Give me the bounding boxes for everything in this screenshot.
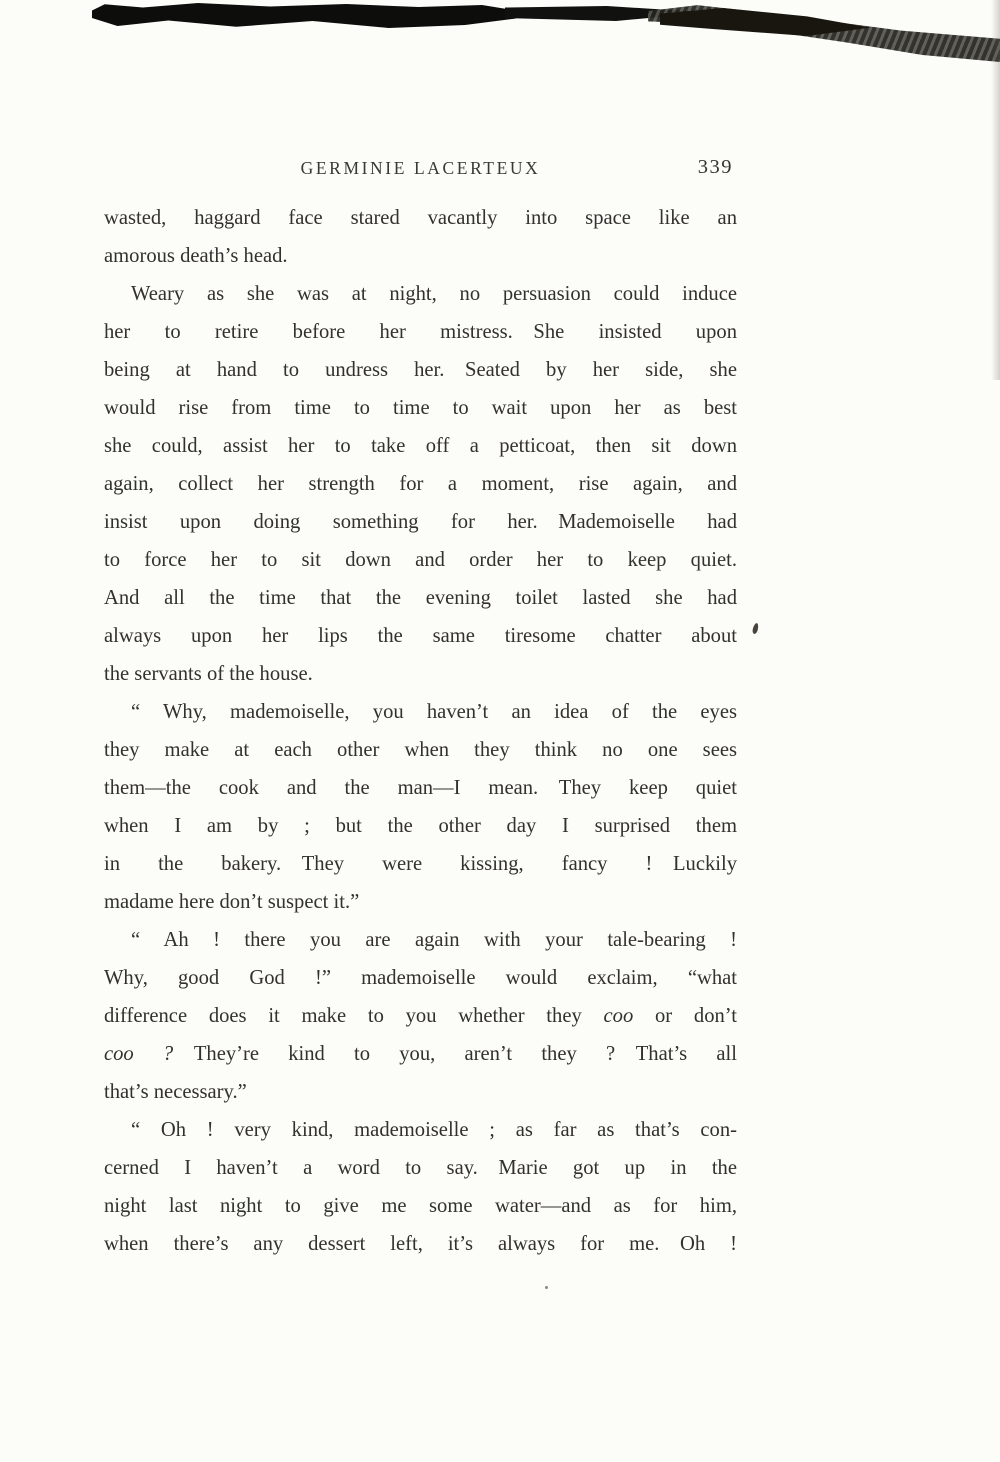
text-segment: Why, good God !” mademoiselle would exclaim, “what bbox=[104, 967, 737, 989]
text-line bbox=[104, 237, 737, 275]
text-line bbox=[104, 541, 737, 579]
text-segment: And all the time that the evening toilet lasted she had bbox=[104, 587, 737, 609]
text-segment: madame here don’t suspect it.” bbox=[104, 891, 360, 913]
text-line bbox=[104, 1187, 737, 1225]
text-segment: them—the cook and the man—I mean. They keep quiet bbox=[104, 777, 737, 799]
text-segment: in the bakery. They were kissing, fancy ! Luckily bbox=[104, 853, 737, 875]
text-segment: she could, assist her to take off a petticoat, then sit down bbox=[104, 435, 737, 457]
text-segment: again, collect her strength for a moment, rise again, and bbox=[104, 473, 737, 495]
scan-artifact-top-right-shadow bbox=[660, 8, 870, 36]
text-line bbox=[104, 997, 737, 1035]
text-segment: “ Ah ! there you are again with your tale-bearing ! bbox=[131, 929, 737, 951]
text-line bbox=[104, 503, 737, 541]
text-line bbox=[104, 655, 737, 693]
running-title: GERMINIE LACERTEUX bbox=[300, 158, 541, 178]
text-segment: “ Oh ! very kind, mademoiselle ; as far as that’s con- bbox=[131, 1119, 737, 1141]
text-segment: wasted, haggard face stared vacantly into space like an bbox=[104, 207, 737, 229]
text-line bbox=[104, 199, 737, 237]
text-segment: being at hand to undress her. Seated by her side, she bbox=[104, 359, 737, 381]
text-segment: insist upon doing something for her. Mademoiselle had bbox=[104, 511, 737, 533]
text-line bbox=[104, 351, 737, 389]
text-line bbox=[104, 389, 737, 427]
text-line bbox=[104, 465, 737, 503]
text-line bbox=[104, 883, 737, 921]
page-header bbox=[104, 156, 737, 184]
text-segment: always upon her lips the same tiresome chatter about bbox=[104, 625, 737, 647]
text-line bbox=[104, 1225, 737, 1263]
ink-speck-comma bbox=[752, 623, 760, 635]
text-line bbox=[104, 579, 737, 617]
text-segment: when there’s any dessert left, it’s always for me. Oh ! bbox=[104, 1233, 737, 1255]
text-line bbox=[104, 921, 737, 959]
text-block bbox=[104, 199, 737, 1263]
text-segment: difference does it make to you whether they bbox=[104, 1005, 604, 1027]
text-line bbox=[104, 313, 737, 351]
text-segment: would rise from time to time to wait upon her as best bbox=[104, 397, 737, 419]
text-segment: amorous death’s head. bbox=[104, 245, 288, 267]
page-number: 339 bbox=[697, 156, 733, 178]
text-line bbox=[104, 959, 737, 997]
text-segment: They’re kind to you, aren’t they ? That’s all bbox=[173, 1043, 737, 1065]
text-line bbox=[104, 427, 737, 465]
text-segment: night last night to give me some water—and as for him, bbox=[104, 1195, 737, 1217]
ink-speck-dot bbox=[545, 1286, 548, 1289]
text-segment: cerned I haven’t a word to say. Marie got up in the bbox=[104, 1157, 737, 1179]
text-segment: that’s necessary.” bbox=[104, 1081, 247, 1103]
text-line bbox=[104, 845, 737, 883]
text-line bbox=[104, 1111, 737, 1149]
italic-text: coo bbox=[603, 1005, 634, 1027]
text-segment: Weary as she was at night, no persuasion could induce bbox=[131, 283, 737, 305]
text-line bbox=[104, 807, 737, 845]
text-line bbox=[104, 1149, 737, 1187]
text-line bbox=[104, 617, 737, 655]
text-line bbox=[104, 1073, 737, 1111]
text-line bbox=[104, 769, 737, 807]
text-segment: or don’t bbox=[633, 1005, 737, 1027]
italic-text: coo ? bbox=[104, 1043, 174, 1065]
text-segment: the servants of the house. bbox=[104, 663, 313, 685]
text-segment: they make at each other when they think no one sees bbox=[104, 739, 737, 761]
text-segment: when I am by ; but the other day I surprised them bbox=[104, 815, 737, 837]
text-line bbox=[104, 1035, 737, 1073]
text-line bbox=[104, 275, 737, 313]
text-segment: her to retire before her mistress. She insisted upon bbox=[104, 321, 737, 343]
text-line bbox=[104, 693, 737, 731]
text-segment: to force her to sit down and order her to keep quiet. bbox=[104, 549, 737, 571]
text-segment: “ Why, mademoiselle, you haven’t an idea of the eyes bbox=[131, 701, 737, 723]
scan-artifact-right-edge-shade bbox=[991, 0, 1000, 380]
scan-artifact-top-left-bar bbox=[92, 3, 516, 28]
text-line bbox=[104, 731, 737, 769]
